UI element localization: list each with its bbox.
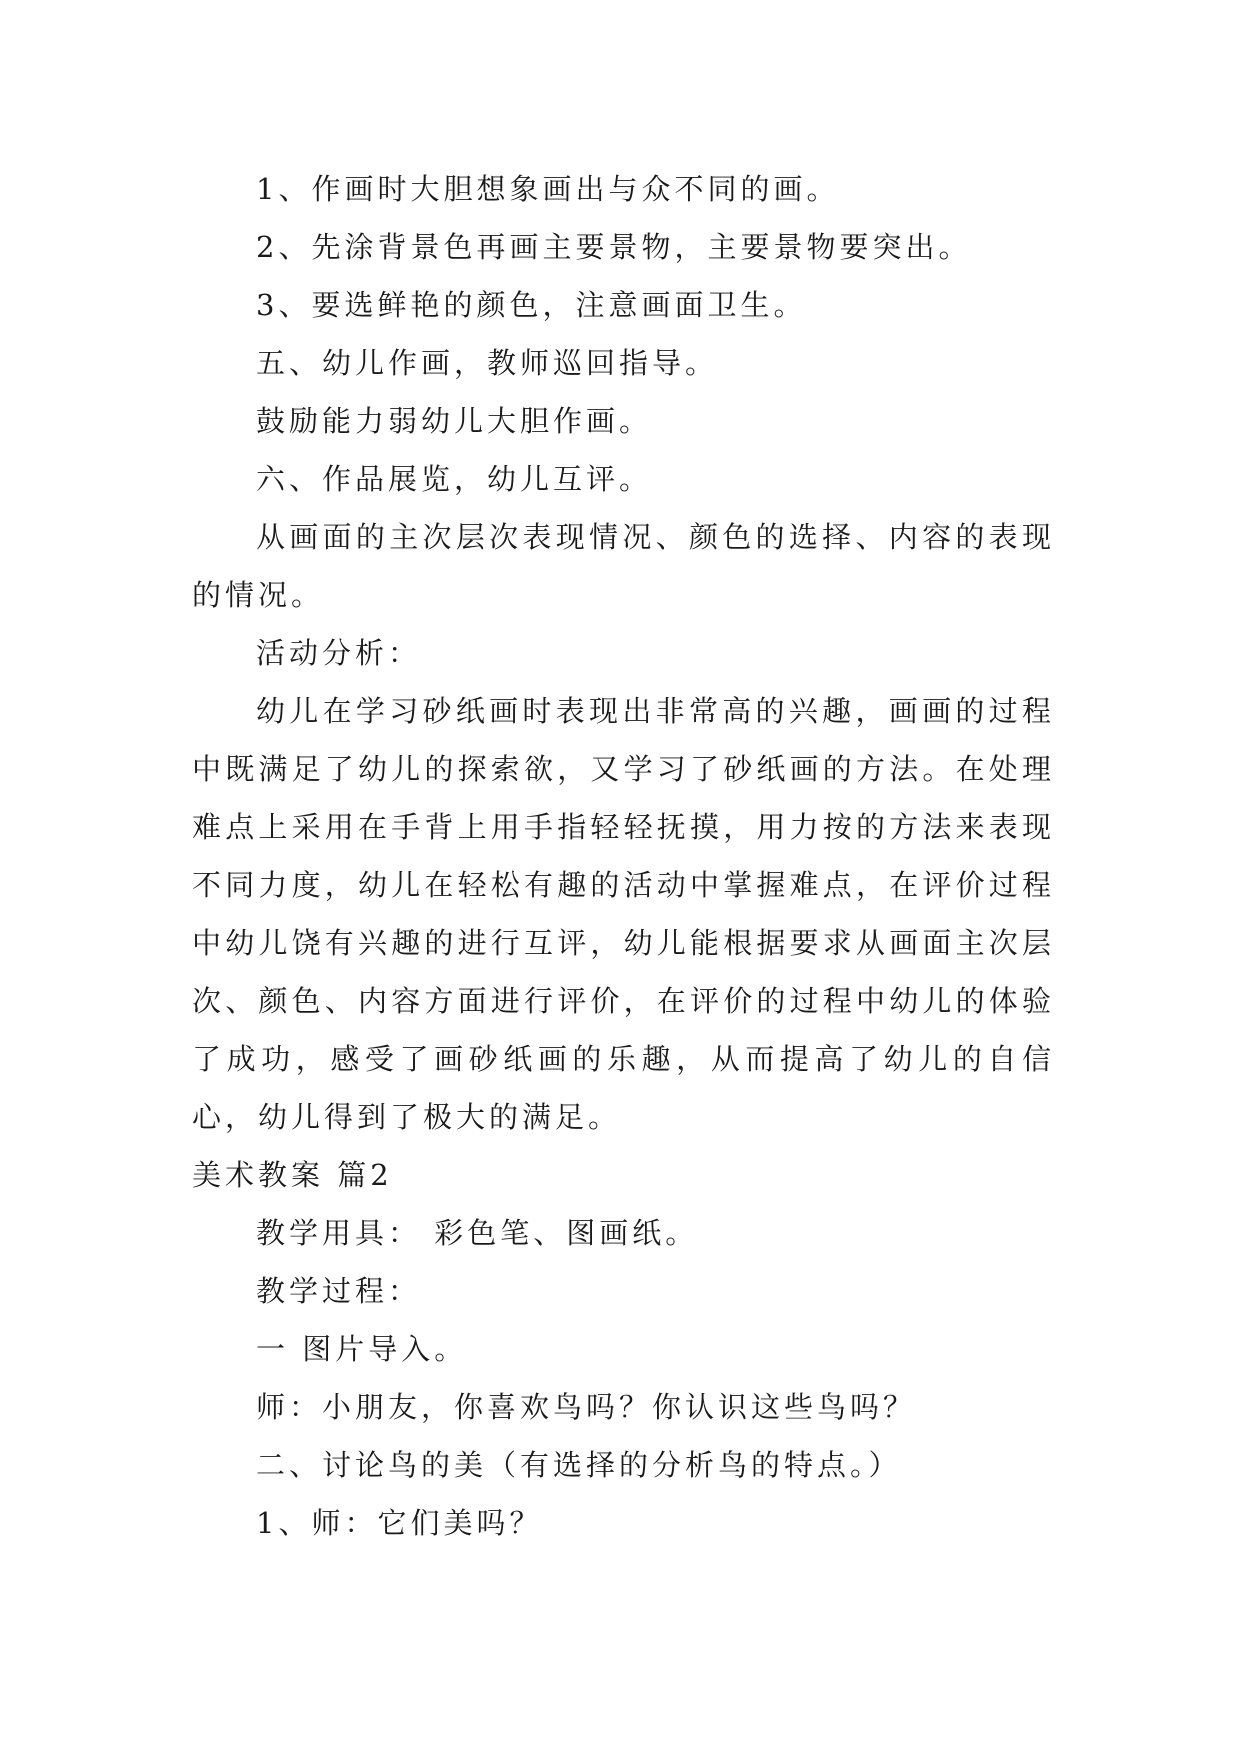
- paragraph-step-6: 六、作品展览，幼儿互评。: [256, 462, 653, 496]
- paragraph-step-2: 二、讨论鸟的美（有选择的分析鸟的特点。）: [256, 1448, 902, 1482]
- paragraph-analysis-body: 幼儿在学习砂纸画时表现出非常高的兴趣，画画的过程中既满足了幼儿的探索欲，又学习了砂纸画的方法。在处理难点上采用在手背上用手指轻轻抚摸，用力按的方法来表现不同力度，幼儿在轻松有趣的活动中掌握难点，在评价过程中幼儿饶有兴趣的进行互评，幼儿能根据要求从画面主次层次、颜色、内容方面进行评价，在评价的过程中幼儿的体验了成功，感受了画砂纸画的乐趣，从而提高了幼儿的自信心，幼儿得到了极大的满足。: [192, 694, 1055, 1134]
- section-heading-lesson-2: 美术教案 篇2: [192, 1158, 393, 1192]
- paragraph-analysis-heading: 活动分析：: [256, 636, 422, 670]
- paragraph-encourage: 鼓励能力弱幼儿大胆作画。: [256, 404, 653, 438]
- paragraph-step-1: 一 图片导入。: [256, 1332, 468, 1366]
- paragraph-tip-1: 1、作画时大胆想象画出与众不同的画。: [256, 172, 840, 206]
- paragraph-tip-2: 2、先涂背景色再画主要景物，主要景物要突出。: [256, 230, 972, 264]
- paragraph-teacher-question-2: 1、师：它们美吗？: [256, 1506, 543, 1540]
- paragraph-evaluation-criteria: 从画面的主次层次表现情况、颜色的选择、内容的表现的情况。: [192, 520, 1055, 612]
- document-body: [192, 160, 1055, 1552]
- paragraph-tip-3: 3、要选鲜艳的颜色，注意画面卫生。: [256, 288, 807, 322]
- paragraph-step-5: 五、幼儿作画，教师巡回指导。: [256, 346, 719, 380]
- paragraph-materials: 教学用具： 彩色笔、图画纸。: [256, 1216, 699, 1250]
- paragraph-teacher-question: 师：小朋友，你喜欢鸟吗？你认识这些鸟吗？: [256, 1390, 917, 1424]
- paragraph-process-heading: 教学过程：: [256, 1274, 422, 1308]
